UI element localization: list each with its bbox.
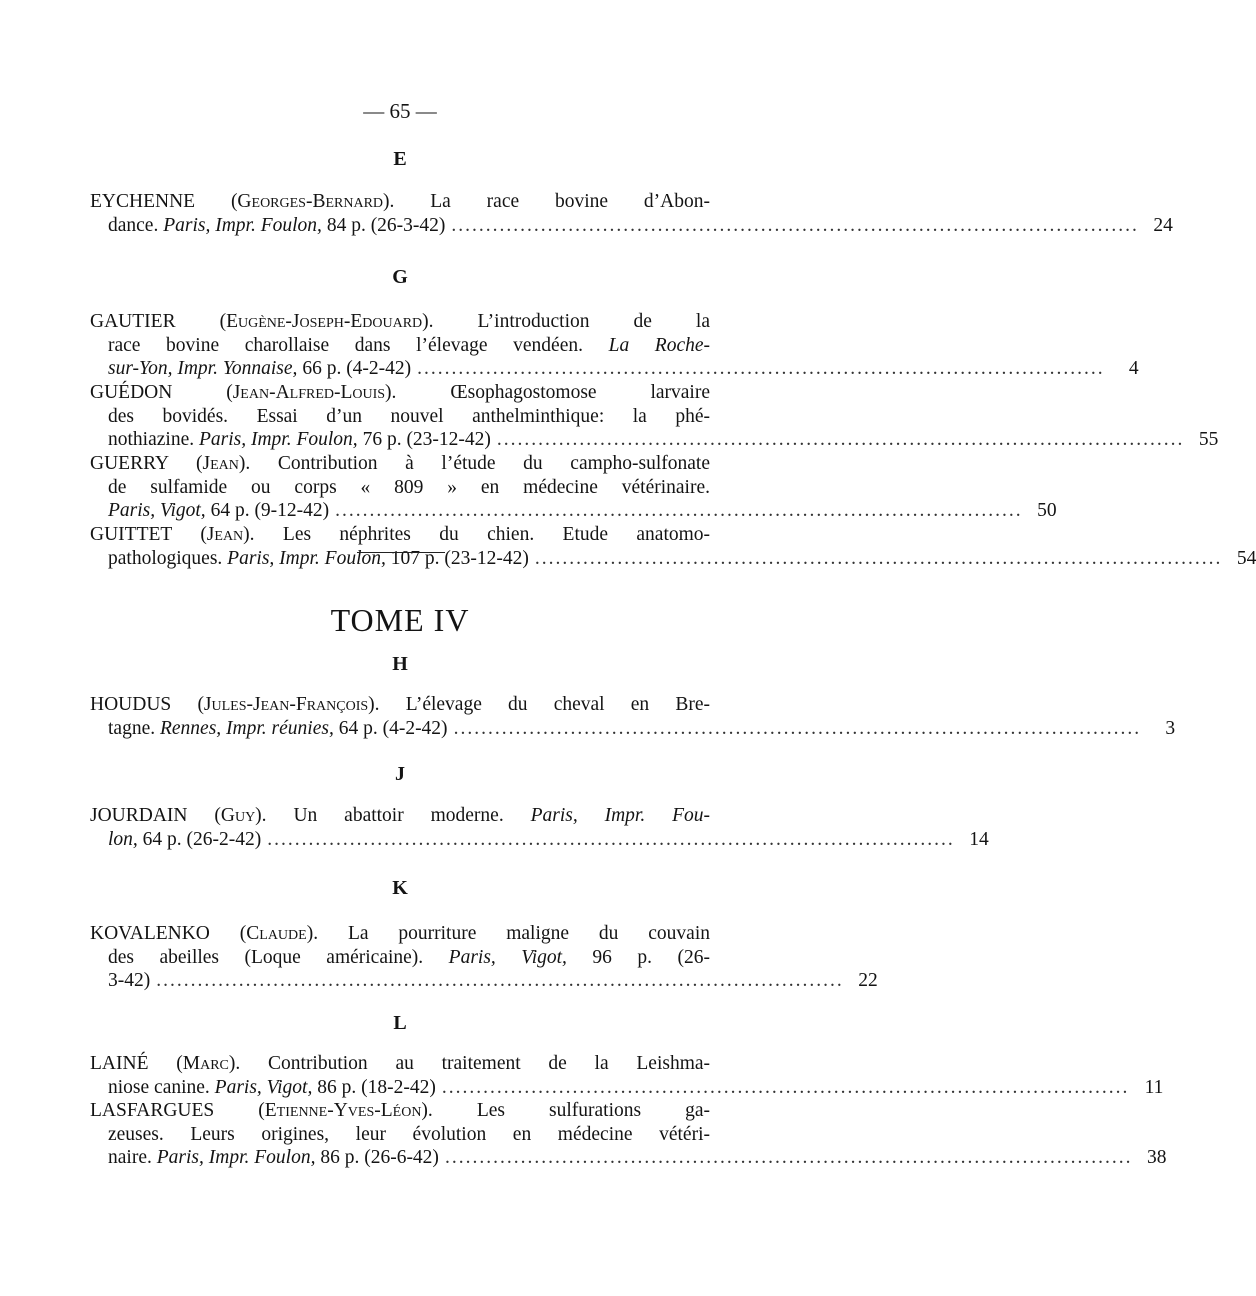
dot-leader: .................................................................................................... bbox=[444, 1147, 1133, 1169]
entry-line bbox=[90, 334, 710, 358]
dot-leader: .................................................................................................... bbox=[451, 214, 1139, 236]
pages-date-text: 107 p. (23-12-42) bbox=[385, 547, 529, 569]
author-given-names: (Eugène-Joseph-Edouard). bbox=[219, 311, 434, 332]
author-name: LAINÉ bbox=[90, 1053, 149, 1074]
pages-date-text: 96 p. (26- bbox=[566, 946, 710, 968]
page-reference: 22 bbox=[858, 970, 878, 992]
page-reference: 3 bbox=[1165, 717, 1176, 739]
dot-leader: .................................................................................................... bbox=[156, 970, 844, 992]
title-text: race bovine charollaise dans l’élevage vendéen. bbox=[108, 334, 583, 356]
entry-line: des bovidés. Essai d’un nouvel anthelminthique: la phé- bbox=[108, 405, 710, 427]
dot-leader: .................................................................................................... bbox=[441, 1076, 1130, 1098]
entry-line bbox=[90, 310, 710, 334]
title-text: niose canine. bbox=[108, 1076, 215, 1098]
pages-date-text: 64 p. (9-12-42) bbox=[205, 500, 330, 522]
publisher-text: La Roche- bbox=[608, 334, 710, 356]
entry-line bbox=[90, 452, 710, 476]
dot-leader: .................................................................................................... bbox=[496, 429, 1185, 451]
pages-date-text: 86 p. (26-6-42) bbox=[315, 1147, 439, 1169]
title-text: Un abattoir moderne. bbox=[293, 805, 504, 826]
title-text: naire. bbox=[108, 1147, 157, 1169]
author-name: GAUTIER bbox=[90, 311, 176, 332]
pages-date-text: 64 p. (26-2-42) bbox=[137, 828, 262, 850]
entry-laine bbox=[90, 1052, 1164, 1099]
title-text: Œsophagostomose larvaire bbox=[450, 382, 711, 403]
entry-guittet bbox=[90, 523, 1256, 570]
author-name: HOUDUS bbox=[90, 694, 172, 715]
title-text: Les néphrites du chien. Etude anatomo- bbox=[282, 524, 711, 545]
publisher-text: Paris, Impr. Foulon, bbox=[198, 429, 358, 451]
publisher-text: Paris, Impr. Foulon, bbox=[156, 1147, 316, 1169]
author-name: KOVALENKO bbox=[90, 923, 210, 944]
entry-jourdain bbox=[90, 804, 989, 851]
author-name: GUÉDON bbox=[90, 382, 173, 403]
entry-line bbox=[90, 804, 710, 828]
dot-leader: .................................................................................................... bbox=[267, 828, 955, 850]
publisher-text: Paris, Impr. Fou- bbox=[530, 805, 711, 826]
entry-line bbox=[90, 1052, 710, 1076]
title-text: des abeilles (Loque américaine). bbox=[108, 946, 449, 968]
dot-leader: .................................................................................................... bbox=[534, 547, 1223, 569]
entry-line bbox=[90, 693, 710, 717]
page-reference: 4 bbox=[1128, 358, 1139, 380]
entry-line-last bbox=[90, 547, 1256, 571]
entry-line-last bbox=[90, 717, 1176, 741]
author-name: JOURDAIN bbox=[90, 805, 188, 826]
title-text: L’introduction de la bbox=[477, 311, 710, 332]
author-given-names: (Jean). bbox=[196, 453, 251, 474]
page-reference: 38 bbox=[1146, 1147, 1167, 1169]
entry-gautier bbox=[90, 310, 1139, 381]
section-letter-l: L bbox=[393, 1012, 407, 1034]
author-name: EYCHENNE bbox=[90, 191, 196, 212]
pages-date-text: 3-42) bbox=[108, 970, 151, 992]
page-reference: 14 bbox=[969, 828, 989, 850]
publisher-text: Paris, Impr. Foulon, bbox=[227, 547, 386, 569]
entry-guerry bbox=[90, 452, 1057, 523]
author-given-names: (Guy). bbox=[214, 805, 267, 826]
author-name: LASFARGUES bbox=[90, 1100, 215, 1121]
entry-eychenne bbox=[90, 190, 1173, 237]
pages-date-text: 64 p. (4-2-42) bbox=[333, 717, 448, 739]
publisher-text: Paris, Vigot, bbox=[108, 500, 206, 522]
title-text: Contribution à l’étude du campho-sulfonate bbox=[277, 453, 711, 474]
page-reference: 55 bbox=[1198, 429, 1219, 451]
author-given-names: (Etienne-Yves-Léon). bbox=[258, 1100, 433, 1121]
publisher-text: Paris, Vigot, bbox=[214, 1076, 313, 1098]
page-reference: 11 bbox=[1144, 1076, 1164, 1098]
dot-leader: .................................................................................................... bbox=[417, 358, 1105, 380]
entry-line: zeuses. Leurs origines, leur évolution en médecine vétéri- bbox=[108, 1123, 710, 1145]
entry-line bbox=[90, 1099, 710, 1123]
entry-line bbox=[90, 946, 710, 970]
publisher-text: Paris, Vigot, bbox=[448, 946, 567, 968]
entry-lasfargues bbox=[90, 1099, 1167, 1170]
title-text: dance. bbox=[108, 214, 164, 236]
author-given-names: (Jules-Jean-François). bbox=[197, 694, 380, 715]
title-text: La race bovine d’Abon- bbox=[430, 191, 710, 212]
entry-line-last bbox=[90, 499, 1057, 523]
entry-line: de sulfamide ou corps « 809 » en médecine vétérinaire. bbox=[108, 476, 710, 498]
page-reference: 50 bbox=[1037, 500, 1057, 522]
entry-line bbox=[90, 523, 710, 547]
entry-line-last bbox=[90, 1076, 1164, 1100]
title-text: tagne. bbox=[108, 717, 160, 739]
title-text: L’élevage du cheval en Bre- bbox=[405, 694, 710, 715]
page-reference: 54 bbox=[1236, 547, 1256, 569]
pages-date-text: 84 p. (26-3-42) bbox=[321, 214, 446, 236]
dot-leader: .................................................................................................... bbox=[453, 717, 1142, 739]
author-name: GUERRY bbox=[90, 453, 169, 474]
title-text: nothiazine. bbox=[108, 429, 199, 451]
page-reference: 24 bbox=[1153, 214, 1173, 236]
pages-date-text: 76 p. (23-12-42) bbox=[357, 429, 491, 451]
entry-houdus bbox=[90, 693, 1176, 740]
entry-line bbox=[90, 190, 710, 214]
author-given-names: (Jean-Alfred-Louis). bbox=[226, 382, 397, 403]
section-letter-e: E bbox=[393, 148, 407, 170]
entry-line-last bbox=[90, 214, 1173, 238]
entry-line-last bbox=[90, 357, 1139, 381]
title-text: Les sulfurations ga- bbox=[476, 1100, 711, 1121]
entry-kovalenko bbox=[90, 922, 878, 993]
title-text: pathologiques. bbox=[108, 547, 228, 569]
publisher-text: Paris, Impr. Foulon, bbox=[163, 214, 322, 236]
publisher-text: lon, bbox=[108, 828, 138, 850]
entry-guedon bbox=[90, 381, 1219, 452]
section-letter-k: K bbox=[392, 877, 408, 899]
title-text: Contribution au traitement de la Leishma- bbox=[268, 1053, 711, 1074]
section-letter-j: J bbox=[395, 763, 405, 785]
author-name: GUITTET bbox=[90, 524, 172, 545]
publisher-text: sur-Yon, Impr. Yonnaise, bbox=[108, 358, 298, 380]
page-number: — 65 — bbox=[363, 99, 437, 123]
entry-line bbox=[90, 922, 710, 946]
publisher-text: Rennes, Impr. réunies, bbox=[159, 717, 334, 739]
entry-line-last bbox=[90, 1146, 1167, 1170]
section-letter-h: H bbox=[392, 653, 408, 675]
tome-heading: TOME IV bbox=[330, 602, 470, 638]
section-divider bbox=[357, 552, 445, 553]
author-given-names: (Jean). bbox=[200, 524, 255, 545]
title-text: La pourriture maligne du couvain bbox=[347, 923, 711, 944]
entry-line-last bbox=[90, 428, 1219, 452]
author-given-names: (Georges-Bernard). bbox=[230, 191, 395, 212]
section-letter-g: G bbox=[392, 266, 408, 288]
entry-line-last bbox=[90, 969, 878, 993]
entry-line bbox=[90, 381, 710, 405]
dot-leader: .................................................................................................... bbox=[335, 500, 1023, 522]
pages-date-text: 86 p. (18-2-42) bbox=[312, 1076, 436, 1098]
author-given-names: (Marc). bbox=[176, 1053, 241, 1074]
entry-line-last bbox=[90, 828, 989, 852]
pages-date-text: 66 p. (4-2-42) bbox=[297, 358, 412, 380]
author-given-names: (Claude). bbox=[239, 923, 319, 944]
